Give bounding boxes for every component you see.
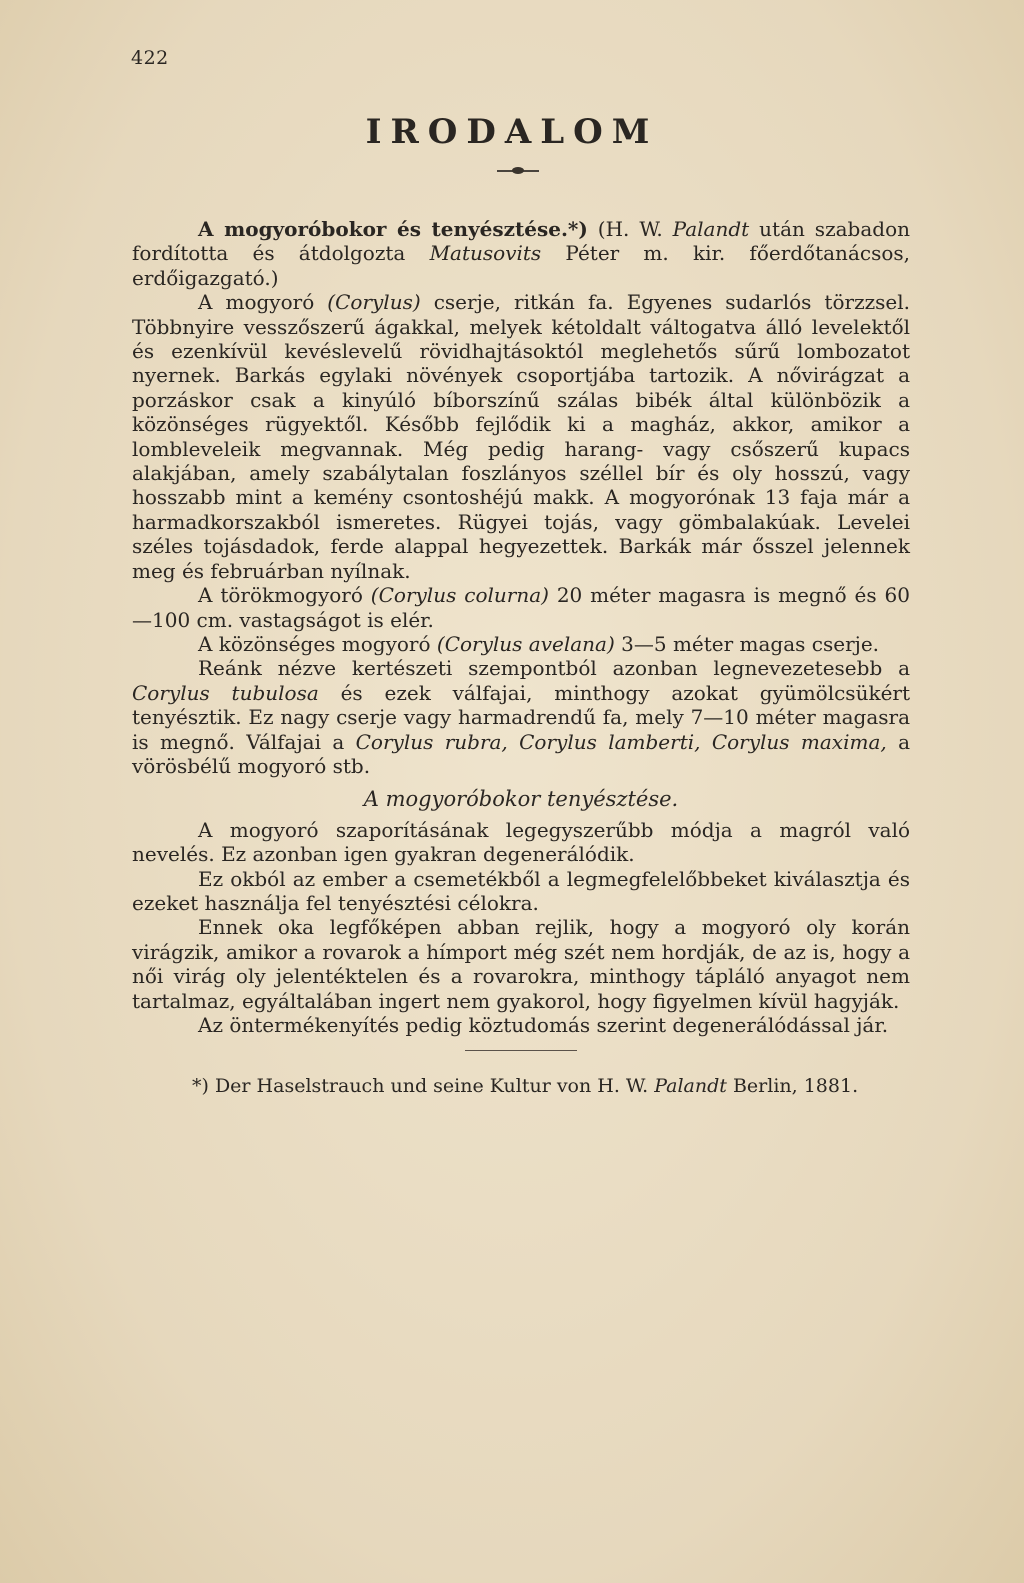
p2-italic: (Corylus) <box>327 290 421 315</box>
footnote-text-b: Berlin, 1881. <box>726 1075 859 1098</box>
p4-text-b: 3—5 méter magas cserje. <box>614 631 880 656</box>
p2-text-a: A mogyoró <box>198 290 328 315</box>
p3-italic: (Corylus colurna) <box>370 583 549 608</box>
p5-text-b: és ezek válfajai, minthogy azokat gyümölcsükért tenyésztik. Ez nagy cserje vagy harmadrendű fa, mely 7—10 méter magasra is megnő. Válfajai a <box>132 680 910 754</box>
intro-text-c: Péter m. kir. főerdőtanácsos, erdőigazgató.) <box>132 241 910 290</box>
title-ornament <box>497 170 539 172</box>
p5-italic-b: Corylus rubra, Corylus lamberti, Corylus maxima, <box>355 729 887 754</box>
p5-text-c: a vörösbélű mogyoró stb. <box>132 729 910 778</box>
p5-text-a: Reánk nézve kertészeti szempontból azonban legnevezetesebb a <box>198 656 910 681</box>
paragraph-8: Ennek oka legfőképen abban rejlik, hogy a mogyoró oly korán virágzik, amikor a rovarok a hímport még szét nem hordják, de az is, hogy a női virág oly jelentéktelen és a rovarokra, minthogy tápláló anyagot nem tartalmaz, egyáltalában ingert nem gyakorol, hogy figyelmen kívül hagyják. <box>132 915 910 1013</box>
paragraph-2 <box>132 290 910 583</box>
paragraph-4 <box>132 632 910 656</box>
paragraph-9: Az öntermékenyítés pedig köztudomás szerint degenerálódással jár. <box>198 1013 889 1037</box>
p2-text-b: cserje, ritkán fa. Egyenes sudarlós törzzsel. Többnyire vesszőszerű ágakkal, melyek kétoldalt váltogatva álló levelektől és ezenkívül kevéslevelű rövidhajtásoktól meglehetős sűrű lombozatot nyernek. Barkás egylaki növények csoportjába tartozik. A nővirágzat a porzáskor csak a kinyúló bíborszínű szálas bibék által különbözik a közönséges rügyektől. Később fejlődik ki a magház, akkor, amikor a lombleveleik megvannak. Még pedig harang- vagy csőszerű kupacs alakjában, amely szabálytalan foszlányos széllel bír és oly hosszú, vagy hosszabb mint a kemény csontoshéjú makk. A mogyorónak 13 faja már a harmadkorszakból ismeretes. Rügyei tojás, vagy gömbalakúak. Levelei széles tojásdadok, ferde alappal hegyezettek. Barkák már ősszel jelennek meg és februárban nyílnak. <box>132 290 910 583</box>
footnote-divider <box>465 1050 577 1051</box>
section-subheading: A mogyoróbokor tenyésztése. <box>363 787 679 812</box>
footnote-text-a: *) Der Haselstrauch und seine Kultur von H. W. <box>192 1075 655 1098</box>
p4-text-a: A közönséges mogyoró <box>198 631 437 656</box>
paragraph-5 <box>132 656 910 778</box>
p3-text-b: 20 méter magasra is megnő és 60—100 cm. vastagságot is elér. <box>132 583 910 632</box>
article-body <box>132 217 910 1099</box>
paragraph-3 <box>132 583 910 632</box>
intro-text-a: (H. W. <box>587 217 673 241</box>
page-number: 422 <box>131 47 169 69</box>
footnote-text <box>132 1073 910 1099</box>
footnote <box>132 1073 910 1099</box>
paragraph-6: A mogyoró szaporításának legegyszerűbb módja a magról való nevelés. Ez azonban igen gyakran degenerálódik. <box>132 817 910 867</box>
intro-translator-name: Matusovits <box>429 241 542 266</box>
page-title: IRODALOM <box>365 112 659 152</box>
article-title: A mogyoróbokor és tenyésztése.*) <box>198 217 588 241</box>
intro-text-b: után szabadon fordította és átdolgozta <box>132 217 910 266</box>
intro-paragraph <box>132 217 910 290</box>
paragraph-7: Ez okból az ember a csemetékből a legmegfelelőbbeket kiválasztja és ezeket használja fel tenyésztési célokra. <box>132 866 910 915</box>
p5-italic-a: Corylus tubulosa <box>132 680 319 705</box>
p3-text-a: A törökmogyoró <box>198 583 371 608</box>
intro-author-name: Palandt <box>672 217 750 241</box>
footnote-author: Palandt <box>654 1075 727 1098</box>
p4-italic: (Corylus avelana) <box>436 631 615 656</box>
